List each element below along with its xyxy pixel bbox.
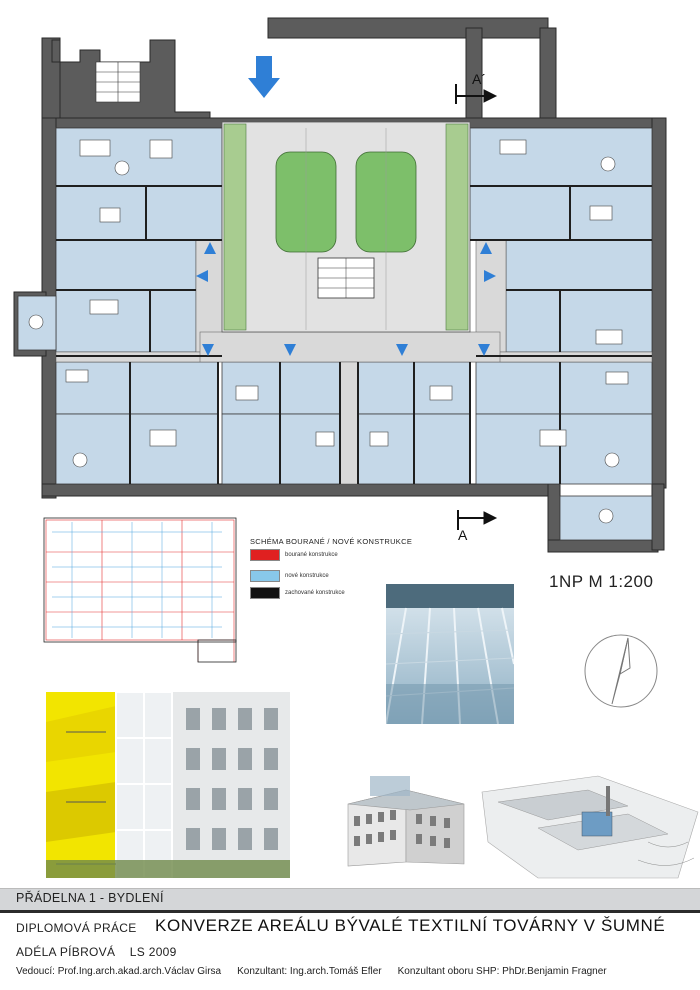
legend-swatch-black — [250, 587, 280, 599]
legend-swatch-blue — [250, 570, 280, 582]
legend-item-preserved — [250, 586, 345, 600]
author-and-year: ADÉLA PÍBROVÁ LS 2009 — [16, 945, 177, 959]
entry-arrow-icon — [248, 56, 280, 98]
credit-consultant: Konzultant: Ing.arch.Tomáš Efler — [237, 966, 382, 977]
demolition-scheme-diagram — [42, 512, 242, 664]
legend-title: SCHÉMA BOURANÉ / NOVÉ KONSTRUKCE — [250, 537, 413, 546]
main-title: KONVERZE AREÁLU BÝVALÉ TEXTILNÍ TOVÁRNY V ŠUMNÉ — [155, 916, 666, 935]
atrium-interior-photo — [46, 692, 290, 878]
footer-divider — [0, 910, 700, 913]
legend-label-preserved: zachované konstrukce — [285, 590, 345, 596]
subtitle: PŘÁDELNA 1 - BYDLENÍ — [16, 891, 164, 905]
credits — [16, 966, 696, 977]
legend-swatch-red — [250, 549, 280, 561]
section-label-a-prime: A´ — [472, 71, 486, 87]
legend-item-demolished — [250, 548, 338, 562]
building-render — [340, 770, 472, 870]
thesis-type-label: DIPLOMOVÁ PRÁCE — [16, 921, 137, 935]
credit-supervisor: Vedoucí: Prof.Ing.arch.akad.arch.Václav Girsa — [16, 966, 222, 977]
site-aerial-render — [478, 772, 700, 882]
scale-label: 1NP M 1:200 — [549, 572, 654, 591]
legend-item-new — [250, 569, 329, 583]
credit-consultant-shp: Konzultant oboru SHP: PhDr.Benjamin Fragner — [397, 966, 607, 977]
legend-label-demolished: bourané konstrukce — [285, 552, 338, 558]
glass-roof-photo — [386, 584, 514, 724]
north-arrow-icon — [582, 632, 660, 710]
legend-label-new: nové konstrukce — [285, 573, 329, 579]
atrium — [222, 122, 470, 332]
staircase — [96, 62, 140, 102]
section-label-a: A — [458, 527, 468, 543]
